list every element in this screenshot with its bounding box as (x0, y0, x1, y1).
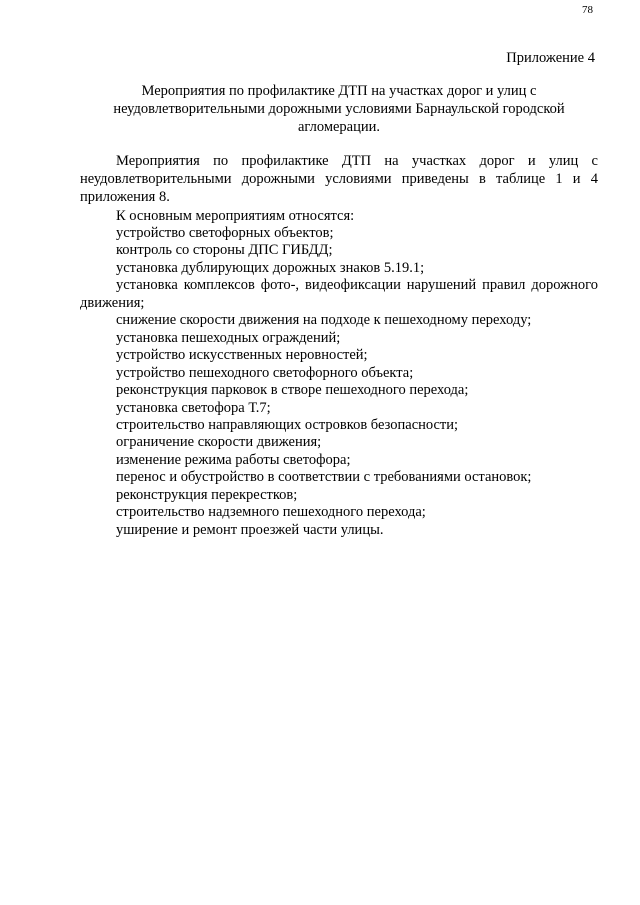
appendix-label: Приложение 4 (506, 50, 595, 66)
measures-list-lead: К основным мероприятиям относятся: (116, 208, 355, 224)
measure-item: ограничение скорости движения; (116, 434, 322, 451)
measure-item: устройство пешеходного светофорного объекта; (116, 364, 414, 381)
measure-item: устройство искусственных неровностей; (116, 347, 368, 364)
section-heading: Мероприятия по профилактике ДТП на участках дорог и улиц с неудовлетворительными дорожными условиями Барнаульской городской агломерации. (113, 83, 565, 135)
measures-list (80, 225, 598, 539)
measure-item: установка пешеходных ограждений; (116, 329, 341, 346)
measure-item: установка дублирующих дорожных знаков 5.19.1; (116, 259, 425, 276)
measure-item: уширение и ремонт проезжей части улицы. (116, 521, 384, 538)
measure-item: строительство надземного пешеходного перехода; (116, 504, 426, 521)
measure-item: перенос и обустройство в соответствии с требованиями остановок; (116, 469, 532, 486)
measure-item: устройство светофорных объектов; (116, 225, 334, 241)
page-number: 78 (582, 4, 593, 16)
measure-item: реконструкция перекрестков; (116, 486, 298, 503)
measure-item: контроль со стороны ДПС ГИБДД; (116, 242, 333, 259)
measure-item: снижение скорости движения на подходе к пешеходному переходу; (116, 312, 532, 329)
measure-item: изменение режима работы светофора; (116, 451, 351, 468)
intro-paragraph: Мероприятия по профилактике ДТП на участках дорог и улиц с неудовлетворительными дорожными условиями приведены в таблице 1 и 4 приложения 8. (80, 153, 598, 205)
measure-item: строительство направляющих островков безопасности; (116, 416, 459, 433)
measure-item: реконструкция парковок в створе пешеходного перехода; (116, 382, 469, 399)
measure-item: установка светофора Т.7; (116, 399, 271, 416)
measure-item: установка комплексов фото-, видеофиксации нарушений правил дорожного движения; (80, 277, 598, 311)
